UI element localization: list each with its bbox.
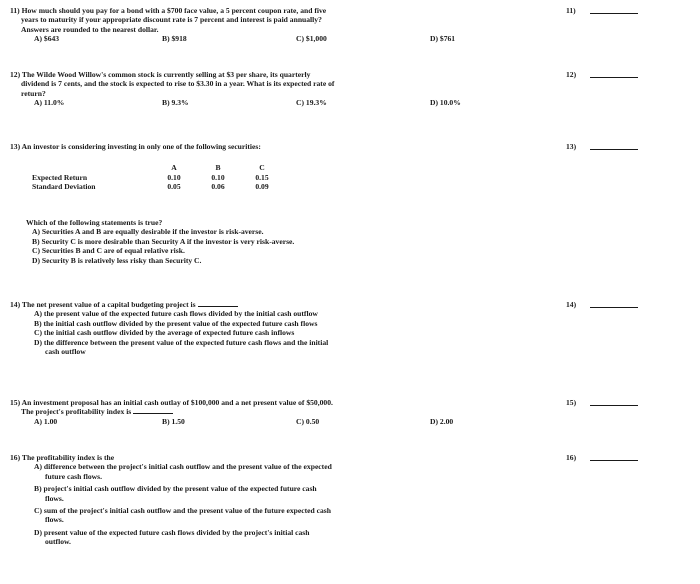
- question-13-stem: 13) An investor is considering investing in only one of the following securities:: [10, 142, 261, 151]
- answer-blank-11[interactable]: [566, 6, 638, 15]
- question-15: [10, 398, 558, 427]
- answer-line-12[interactable]: [590, 77, 638, 78]
- table-cell: 0.05: [167, 182, 181, 192]
- option-c: C) $1,000: [296, 34, 327, 44]
- option-a: A) 1.00: [34, 416, 58, 426]
- table-cell: 0.10: [167, 172, 181, 182]
- question-14-text: 14) The net present value of a capital budgeting project is: [10, 300, 196, 309]
- column-a-header: A: [171, 163, 177, 173]
- choice-d: D) Security B is relatively less risky than Security C.: [32, 255, 202, 265]
- choice-a-text: A) difference between the project's initial cash outflow and the present value of the expected: [34, 462, 332, 472]
- answer-line-13[interactable]: [590, 149, 638, 150]
- table-cell: 0.06: [211, 182, 225, 192]
- question-12: [10, 70, 558, 108]
- choice-d: [34, 338, 558, 357]
- choice-c-continued: flows.: [45, 515, 64, 525]
- choice-b: B) Security C is more desirable than Security A if the investor is very risk-averse.: [32, 236, 295, 246]
- question-15-options: [34, 417, 558, 427]
- question-14-stem: [10, 300, 558, 309]
- choice-c: C) Securities B and C are of equal relative risk.: [32, 246, 185, 256]
- answer-blank-13[interactable]: [566, 142, 638, 151]
- question-16-stem: 16) The profitability index is the: [10, 453, 115, 462]
- option-b: B) 1.50: [162, 416, 185, 426]
- choice-c: C) the initial cash outflow divided by the average of expected future cash inflows: [34, 328, 295, 338]
- answer-blank-14[interactable]: [566, 300, 638, 309]
- question-15-text: The project's profitability index is: [21, 407, 132, 417]
- question-15-line-2: [10, 407, 558, 416]
- securities-table: [32, 163, 284, 192]
- expected-return-row: [32, 173, 284, 183]
- standard-deviation-row: [32, 182, 284, 192]
- option-a: A) 11.0%: [34, 98, 65, 108]
- answer-number-13: 13): [566, 142, 577, 151]
- answer-line-14[interactable]: [590, 307, 638, 308]
- answer-number-14: 14): [566, 300, 577, 309]
- option-b: B) 9.3%: [162, 98, 189, 108]
- choice-b: B) the initial cash outflow divided by the present value of the expected future cash flows: [34, 318, 318, 328]
- question-15-line-1: 15) An investment proposal has an initial cash outlay of $100,000 and a net present value of $50,000.: [10, 398, 333, 407]
- table-cell: 0.10: [211, 172, 225, 182]
- fill-blank: [198, 306, 238, 307]
- question-11-line-1: 11) How much should you pay for a bond with a $700 face value, a 5 percent coupon rate, and five: [10, 6, 327, 15]
- table-cell: 0.15: [255, 172, 269, 182]
- choice-a: [34, 462, 558, 481]
- option-c: C) 0.50: [296, 416, 320, 426]
- choice-a: A) Securities A and B are equally desirable if the investor is risk-averse.: [32, 227, 264, 237]
- question-12-line-3: return?: [21, 88, 46, 98]
- choice-a-continued: future cash flows.: [45, 471, 103, 481]
- choice-c-text: C) sum of the project's initial cash outflow and the present value of the future expected cash: [34, 506, 331, 516]
- option-b: B) $918: [162, 34, 187, 44]
- answer-number-15: 15): [566, 398, 577, 407]
- choice-d-continued: cash outflow: [45, 347, 86, 357]
- choice-d-continued: outflow.: [45, 537, 71, 547]
- table-cell: 0.09: [255, 182, 269, 192]
- option-c: C) 19.3%: [296, 98, 327, 108]
- row-label: Expected Return: [32, 172, 88, 182]
- option-d: D) 10.0%: [430, 98, 461, 108]
- question-11-line-2: years to maturity if your appropriate discount rate is 7 percent and interest is paid annually?: [21, 15, 322, 25]
- option-d: D) $761: [430, 34, 456, 44]
- question-12-options: [34, 98, 558, 108]
- answer-blank-12[interactable]: [566, 70, 638, 79]
- securities-header-row: [32, 163, 284, 173]
- column-c-header: C: [259, 163, 265, 173]
- choice-d-text: D) present value of the expected future cash flows divided by the project's initial cash: [34, 527, 310, 537]
- answer-line-16[interactable]: [590, 460, 638, 461]
- question-11-options: [34, 34, 558, 44]
- choice-d: [34, 528, 558, 547]
- row-label: Standard Deviation: [32, 182, 96, 192]
- fill-blank: [133, 413, 173, 414]
- answer-blank-16[interactable]: [566, 453, 638, 462]
- choice-c: [34, 506, 558, 525]
- choice-b-text: B) project's initial cash outflow divided by the present value of the expected future cash: [34, 484, 317, 494]
- question-12-line-2: dividend is 7 cents, and the stock is expected to rise to $3.30 in a year. What is its expected rate of: [21, 79, 335, 89]
- question-13-prompt: Which of the following statements is true?: [26, 218, 163, 227]
- question-12-line-1: 12) The Wilde Wood Willow's common stock is currently selling at $3 per share, its quarterly: [10, 70, 311, 79]
- question-13-choices: [10, 218, 558, 265]
- answer-line-15[interactable]: [590, 405, 638, 406]
- column-b-header: B: [215, 163, 221, 173]
- question-11-line-3: Answers are rounded to the nearest dollar.: [21, 24, 159, 34]
- question-14: [10, 300, 558, 356]
- option-d: D) 2.00: [430, 416, 454, 426]
- answer-number-16: 16): [566, 453, 577, 462]
- choice-a: A) the present value of the expected future cash flows divided by the initial cash outflow: [34, 309, 318, 319]
- question-11: [10, 6, 558, 44]
- choice-b-continued: flows.: [45, 493, 64, 503]
- question-16: [10, 453, 558, 547]
- choice-d-text: D) the difference between the present value of the expected future cash flows and the initial: [34, 337, 329, 347]
- answer-blank-15[interactable]: [566, 398, 638, 407]
- answer-number-11: 11): [566, 6, 576, 15]
- choice-b: [34, 484, 558, 503]
- question-13: [10, 142, 558, 151]
- option-a: A) $643: [34, 34, 60, 44]
- answer-line-11[interactable]: [590, 13, 638, 14]
- answer-number-12: 12): [566, 70, 577, 79]
